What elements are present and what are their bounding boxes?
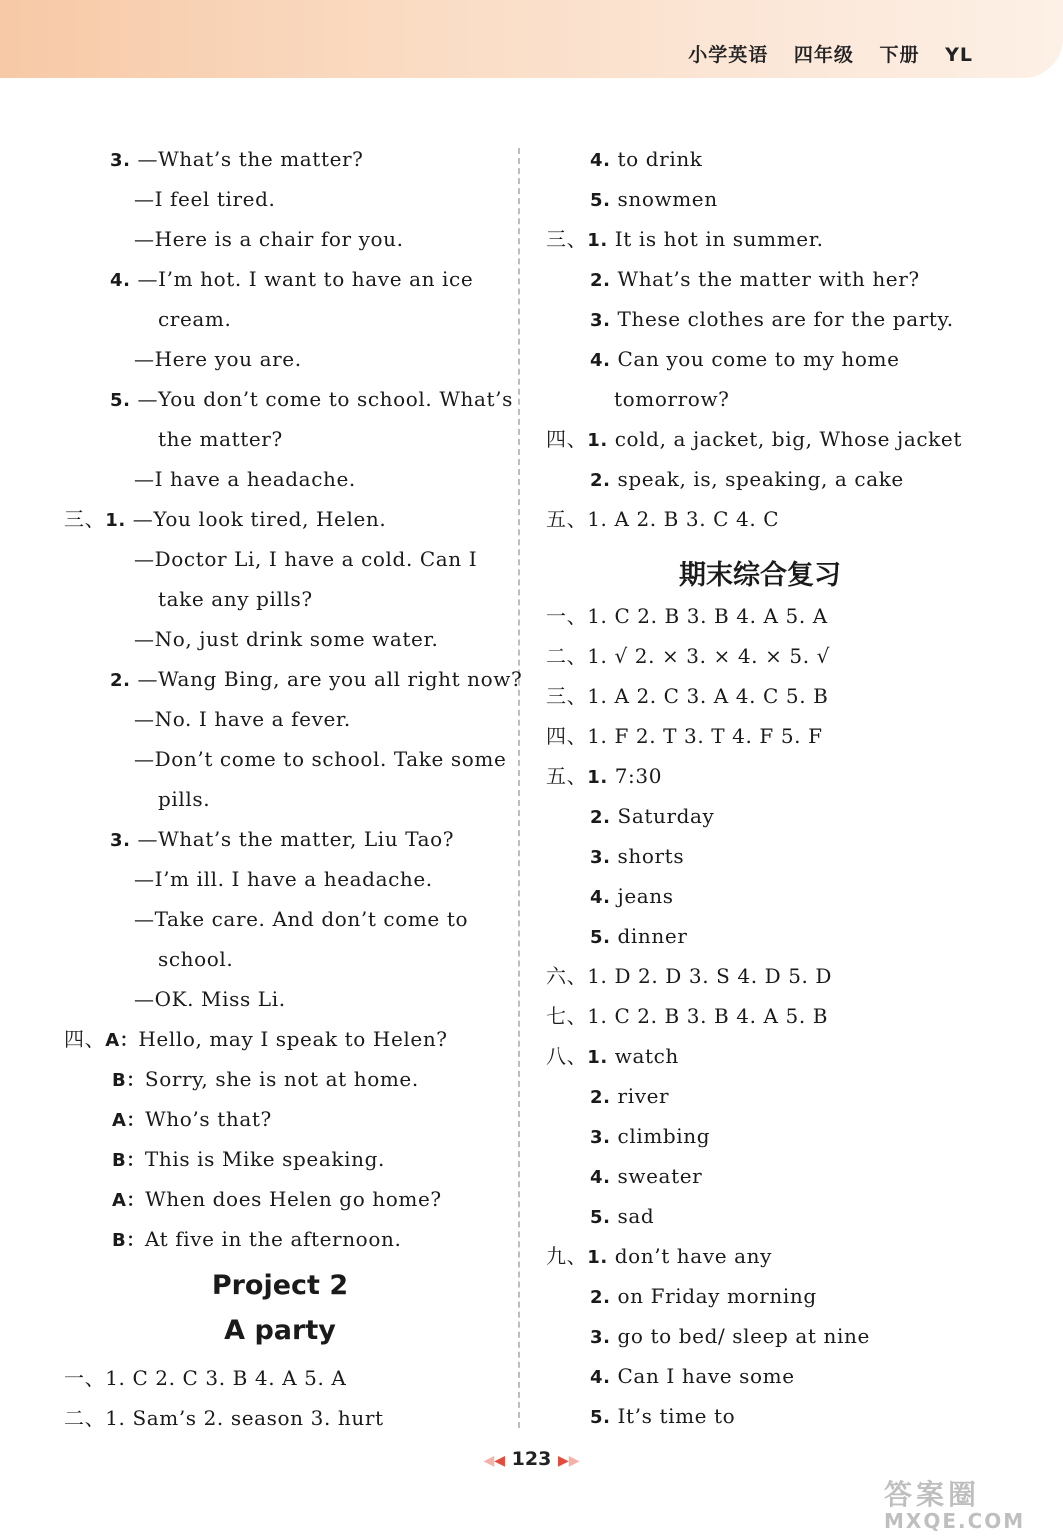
dialogue-line: A：When does Helen go home? xyxy=(112,1187,442,1211)
page-number: 123 xyxy=(511,1448,552,1470)
answer-line: take any pills? xyxy=(158,587,313,611)
answer-line: 3. —What’s the matter? xyxy=(110,147,364,171)
answer-line: 二、1. Sam’s 2. season 3. hurt xyxy=(64,1406,384,1430)
watermark-url: MXQE.COM xyxy=(884,1509,1026,1533)
answer-line: tomorrow? xyxy=(614,387,730,411)
answer-line: 2. river xyxy=(590,1084,670,1108)
dialogue-line: B：At five in the afternoon. xyxy=(112,1227,402,1251)
answer-line: 4. sweater xyxy=(590,1164,703,1188)
section-heading: Project 2 xyxy=(211,1270,349,1301)
answer-line: 3. go to bed/ sleep at nine xyxy=(590,1324,870,1348)
answer-line: 三、1. A 2. C 3. A 4. C 5. B xyxy=(546,684,829,708)
answer-line: 2. Saturday xyxy=(590,804,715,828)
answer-line: 2. —Wang Bing, are you all right now? xyxy=(110,667,523,691)
answer-line: —OK. Miss Li. xyxy=(134,987,286,1011)
answer-line: cream. xyxy=(158,307,232,331)
answer-line: 5. —You don’t come to school. What’s xyxy=(110,387,513,411)
answer-line: 2. What’s the matter with her? xyxy=(590,267,920,291)
answer-line: 一、1. C 2. B 3. B 4. A 5. A xyxy=(546,604,828,628)
page-footer xyxy=(0,1448,1063,1470)
answer-line: 三、1. —You look tired, Helen. xyxy=(64,507,387,531)
answer-line: 5. It’s time to xyxy=(590,1404,736,1428)
header-edition: YL xyxy=(945,44,973,66)
answer-line: 一、1. C 2. C 3. B 4. A 5. A xyxy=(64,1366,347,1390)
answer-line: pills. xyxy=(158,787,211,811)
dialogue-line: A：Who’s that? xyxy=(112,1107,272,1131)
prev-arrow-icon: ◀ xyxy=(483,1453,495,1469)
answer-line: 3. —What’s the matter, Liu Tao? xyxy=(110,827,455,851)
answer-line: 五、1. 7:30 xyxy=(546,764,663,788)
answer-line: 5. sad xyxy=(590,1204,655,1228)
answer-line: —Here is a chair for you. xyxy=(134,227,404,251)
answer-line: 九、1. don’t have any xyxy=(546,1244,773,1268)
dialogue-line: 四、A：Hello, may I speak to Helen? xyxy=(64,1027,448,1051)
answer-line: 二、1. √ 2. × 3. × 4. × 5. √ xyxy=(546,644,830,668)
answer-line: 4. jeans xyxy=(590,884,674,908)
header-grade: 四年级 xyxy=(793,44,854,66)
answer-line: 七、1. C 2. B 3. B 4. A 5. B xyxy=(546,1004,829,1028)
answer-line: 3. shorts xyxy=(590,844,685,868)
answer-line: —Don’t come to school. Take some xyxy=(134,747,507,771)
answer-line: 3. climbing xyxy=(590,1124,711,1148)
answer-line: —Here you are. xyxy=(134,347,302,371)
header-title xyxy=(670,40,973,67)
prev-arrow-icon: ◀ xyxy=(494,1453,506,1469)
answer-line: 4. to drink xyxy=(590,147,703,171)
dialogue-line: B：Sorry, she is not at home. xyxy=(112,1067,419,1091)
answer-line: 5. dinner xyxy=(590,924,688,948)
section-heading: 期末综合复习 xyxy=(679,560,841,591)
header-volume: 下册 xyxy=(879,44,920,66)
next-arrow-icon: ▶ xyxy=(568,1453,580,1469)
answer-line: 4. Can I have some xyxy=(590,1364,795,1388)
answer-line: 六、1. D 2. D 3. S 4. D 5. D xyxy=(546,964,833,988)
answer-line: —Take care. And don’t come to xyxy=(134,907,469,931)
answer-line: 4. Can you come to my home xyxy=(590,347,900,371)
answer-line: 四、1. F 2. T 3. T 4. F 5. F xyxy=(546,724,823,748)
answer-line: 5. snowmen xyxy=(590,187,718,211)
next-arrow-icon: ▶ xyxy=(557,1453,569,1469)
answer-line: —I feel tired. xyxy=(134,187,276,211)
answer-line: the matter? xyxy=(158,427,283,451)
answer-line: 3. These clothes are for the party. xyxy=(590,307,954,331)
watermark-logo xyxy=(884,1480,1054,1532)
answer-line: —I’m ill. I have a headache. xyxy=(134,867,433,891)
answer-line: —No. I have a fever. xyxy=(134,707,351,731)
section-heading: A party xyxy=(224,1315,336,1346)
answer-line: —Doctor Li, I have a cold. Can I xyxy=(134,547,478,571)
answer-line: 三、1. It is hot in summer. xyxy=(546,227,824,251)
answer-line: —I have a headache. xyxy=(134,467,356,491)
answer-line: school. xyxy=(158,947,234,971)
answer-line: 4. —I’m hot. I want to have an ice xyxy=(110,267,474,291)
answer-line: 四、1. cold, a jacket, big, Whose jacket xyxy=(546,427,962,451)
answer-line: 2. speak, is, speaking, a cake xyxy=(590,467,904,491)
answer-line: —No, just drink some water. xyxy=(134,627,439,651)
answer-line: 五、1. A 2. B 3. C 4. C xyxy=(546,507,780,531)
watermark-text: 答案圈 xyxy=(884,1478,981,1511)
answer-line: 八、1. watch xyxy=(546,1044,679,1068)
header-subject: 小学英语 xyxy=(688,44,769,66)
dialogue-line: B：This is Mike speaking. xyxy=(112,1147,385,1171)
answer-line: 2. on Friday morning xyxy=(590,1284,817,1308)
column-divider xyxy=(518,148,520,1428)
